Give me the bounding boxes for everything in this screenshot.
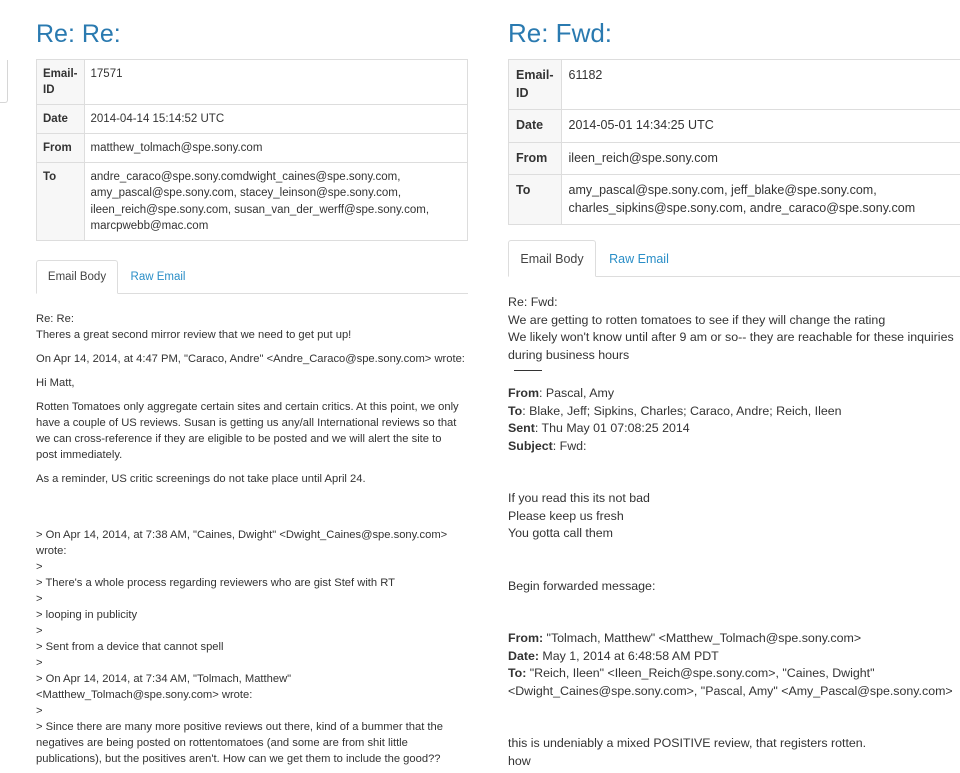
quoted-line: > bbox=[36, 561, 43, 573]
email-view-tabs bbox=[508, 240, 960, 277]
fwd-to-line bbox=[508, 665, 958, 683]
email-view-tabs bbox=[36, 260, 468, 294]
to-row bbox=[37, 163, 468, 240]
header-from-value: : Pascal, Amy bbox=[538, 386, 615, 400]
fwd-from-value: "Tolmach, Matthew" <Matthew_Tolmach@spe.sony.com> bbox=[543, 631, 862, 645]
fwd-date-label: Date: bbox=[508, 648, 539, 663]
date-row bbox=[509, 110, 960, 143]
header-sent-value: : Thu May 01 07:08:25 2014 bbox=[534, 421, 690, 435]
quoted-line: > bbox=[36, 593, 43, 605]
fwd-from-line bbox=[508, 630, 958, 648]
header-from-label: From bbox=[508, 386, 539, 400]
forwarded-message-line: Begin forwarded message: bbox=[508, 578, 656, 593]
date-value: 2014-04-14 15:14:52 UTC bbox=[84, 105, 467, 134]
body-line: We likely won't know until after 9 am or so-- they are reachable for these inquiries bbox=[508, 330, 954, 344]
from-label: From bbox=[509, 142, 562, 175]
from-row bbox=[37, 134, 468, 163]
right-email-panel bbox=[480, 0, 960, 773]
tab-raw-email[interactable]: Raw Email bbox=[609, 251, 669, 266]
body-line: have a couple of US reviews. Susan is getting us any/all International reviews so that bbox=[36, 417, 457, 429]
quoted-line: > bbox=[36, 625, 43, 637]
header-subject-label: Subject bbox=[508, 438, 553, 453]
to-line: andre_caraco@spe.sony.comdwight_caines@spe.sony.com, bbox=[90, 171, 401, 184]
body-line: we can cross-reference if they are eligible to be posted and we will alert the site to bbox=[36, 433, 442, 445]
from-label: From bbox=[37, 134, 85, 163]
date-label: Date bbox=[37, 105, 85, 134]
header-subject-line bbox=[508, 438, 958, 456]
to-value bbox=[84, 163, 467, 240]
body-line: post immediately. bbox=[36, 449, 123, 461]
email-subject-title: Re: Re: bbox=[36, 20, 121, 48]
email-subject-title: Re: Fwd: bbox=[508, 18, 613, 48]
email-body bbox=[36, 311, 472, 767]
email-metadata-table bbox=[508, 59, 960, 225]
quoted-line: publications), but the positives aren't. How can we get them to include the good?? bbox=[36, 753, 441, 765]
quoted-line: > bbox=[36, 657, 43, 669]
email-id-row bbox=[37, 60, 468, 105]
body-line: during business hours bbox=[508, 347, 630, 362]
quoted-line: > Since there are many more positive reviews out there, kind of a bummer that the bbox=[36, 721, 443, 733]
header-to-value: : Blake, Jeff; Sipkins, Charles; Caraco, Andre; Reich, Ileen bbox=[522, 403, 842, 418]
header-to-label: To bbox=[508, 403, 523, 418]
fwd-date-value: May 1, 2014 at 6:48:58 AM PDT bbox=[538, 648, 719, 663]
email-id-label: Email-ID bbox=[509, 60, 562, 110]
body-line: Re: Fwd: bbox=[508, 295, 558, 309]
quoted-line: wrote: bbox=[36, 545, 67, 557]
quoted-line: > There's a whole process regarding reviewers who are gist Stef with RT bbox=[36, 577, 395, 589]
date-label: Date bbox=[509, 110, 562, 143]
header-from-line bbox=[508, 385, 958, 403]
fwd-to-value: "Reich, Ileen" <Ileen_Reich@spe.sony.com>, "Caines, Dwight" bbox=[526, 666, 875, 680]
body-line: You gotta call them bbox=[508, 526, 613, 540]
quoted-line: <Matthew_Tolmach@spe.sony.com> wrote: bbox=[36, 689, 253, 701]
tab-email-body[interactable]: Email Body bbox=[508, 240, 596, 277]
from-row bbox=[509, 142, 960, 175]
from-value: ileen_reich@spe.sony.com bbox=[561, 142, 960, 175]
quoted-line: negatives are being posted on rottentomatoes (and some are from shit little bbox=[36, 737, 408, 749]
to-label: To bbox=[37, 163, 85, 240]
body-line: As a reminder, US critic screenings do not take place until April 24. bbox=[36, 473, 366, 485]
signature-divider bbox=[514, 370, 542, 371]
to-value bbox=[561, 175, 960, 225]
sidebar-edge bbox=[0, 60, 8, 103]
tab-email-body[interactable]: Email Body bbox=[36, 260, 118, 294]
quoted-line: > bbox=[36, 705, 43, 717]
email-id-row bbox=[509, 60, 960, 110]
email-id-value: 17571 bbox=[84, 60, 467, 105]
body-line: this is undeniably a mixed POSITIVE review, that registers rotten. bbox=[508, 736, 867, 750]
fwd-to-label: To: bbox=[508, 666, 527, 680]
quoted-line: > Sent from a device that cannot spell bbox=[36, 641, 224, 653]
email-id-label: Email-ID bbox=[37, 60, 85, 105]
to-line: amy_pascal@spe.sony.com, jeff_blake@spe.sony.com, bbox=[568, 183, 877, 197]
body-line: If you read this its not bad bbox=[508, 491, 650, 505]
quoted-line: > looping in publicity bbox=[36, 609, 138, 621]
fwd-from-label: From: bbox=[508, 631, 544, 645]
date-row bbox=[37, 105, 468, 134]
to-label: To bbox=[509, 175, 562, 225]
fwd-to-line-continued: <Dwight_Caines@spe.sony.com>, "Pascal, Amy" <Amy_Pascal@spe.sony.com> bbox=[508, 683, 953, 698]
date-value: 2014-05-01 14:34:25 UTC bbox=[561, 110, 960, 143]
quoted-line: > On Apr 14, 2014, at 7:34 AM, "Tolmach, Matthew" bbox=[36, 673, 292, 685]
header-subject-value: : Fwd: bbox=[552, 438, 587, 453]
header-to-line bbox=[508, 403, 958, 421]
body-line: how bbox=[508, 753, 531, 768]
email-id-value: 61182 bbox=[561, 60, 960, 110]
header-sent-line bbox=[508, 420, 958, 438]
body-line: On Apr 14, 2014, at 4:47 PM, "Caraco, Andre" <Andre_Caraco@spe.sony.com> wrote: bbox=[36, 353, 465, 365]
from-value: matthew_tolmach@spe.sony.com bbox=[84, 134, 467, 163]
body-line: Rotten Tomatoes only aggregate certain sites and certain critics. At this point, we only bbox=[36, 401, 459, 413]
tab-raw-email[interactable]: Raw Email bbox=[130, 271, 186, 283]
to-line: marcpwebb@mac.com bbox=[90, 219, 209, 232]
fwd-date-line bbox=[508, 648, 958, 666]
to-row bbox=[509, 175, 960, 225]
body-line: We are getting to rotten tomatoes to see if they will change the rating bbox=[508, 312, 886, 327]
body-line: Re: Re: bbox=[36, 313, 74, 325]
body-line: Theres a great second mirror review that we need to get put up! bbox=[36, 329, 352, 341]
to-line: ileen_reich@spe.sony.com, susan_van_der_werff@spe.sony.com, bbox=[90, 203, 430, 216]
to-line: amy_pascal@spe.sony.com, stacey_leinson@spe.sony.com, bbox=[90, 187, 402, 200]
email-metadata-table bbox=[36, 59, 468, 241]
body-line: Hi Matt, bbox=[36, 377, 75, 389]
body-line: Please keep us fresh bbox=[508, 508, 624, 523]
header-sent-label: Sent bbox=[508, 421, 535, 435]
email-body bbox=[508, 294, 958, 770]
to-line: charles_sipkins@spe.sony.com, andre_caraco@spe.sony.com bbox=[568, 200, 916, 215]
quoted-line: > On Apr 14, 2014, at 7:38 AM, "Caines, Dwight" <Dwight_Caines@spe.sony.com> bbox=[36, 529, 448, 541]
